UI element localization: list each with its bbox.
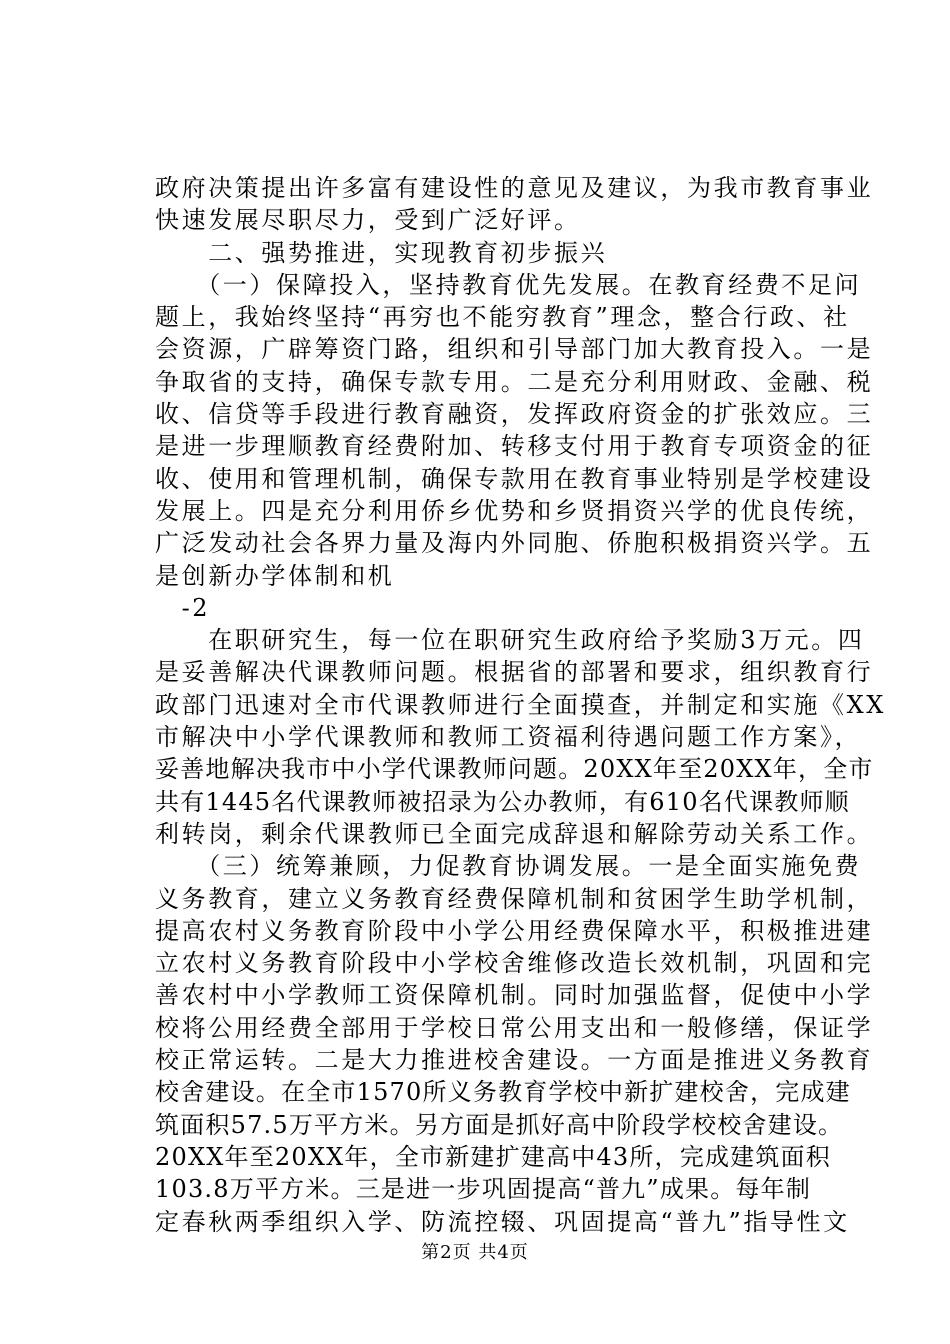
text-line: 收、使用和管理机制，确保专款用在教育事业特别是学校建设 bbox=[155, 464, 874, 493]
text-line: 政部门迅速对全市代课教师进行全面摸查，并制定和实施《XX bbox=[155, 690, 886, 719]
text-line: 103.8万平方米。三是进一步巩固提高“普九”成果。每年制 bbox=[155, 1175, 812, 1204]
text-line: 妥善地解决我市中小学代课教师问题。20XX年至20XX年，全市 bbox=[155, 755, 874, 784]
text-line: 校正常运转。二是大力推进校舍建设。一方面是推进义务教育 bbox=[155, 1046, 874, 1075]
text-line: 善农村中小学教师工资保障机制。同时加强监督，促使中小学 bbox=[155, 981, 874, 1010]
text-line: 收、信贷等手段进行教育融资，发挥政府资金的扩张效应。三 bbox=[155, 400, 874, 429]
text-line: 筑面积57.5万平方米。另方面是抓好高中阶段学校校舍建设。 bbox=[155, 1110, 844, 1139]
body-text bbox=[155, 172, 886, 1238]
subsection-heading-line: （三）统筹兼顾，力促教育协调发展。一是全面实施免费 bbox=[155, 852, 862, 881]
text-line: 校舍建设。在全市1570所义务教育学校中新扩建校舍，完成建 bbox=[155, 1078, 851, 1107]
text-line: 市解决中小学代课教师和教师工资福利待遇问题工作方案》， bbox=[155, 723, 862, 752]
text-line: 在职研究生，每一位在职研究生政府给予奖励3万元。四 bbox=[155, 626, 865, 655]
text-line: 共有1445名代课教师被招录为公办教师，有610名代课教师顺 bbox=[155, 787, 850, 816]
text-line: 快速发展尽职尽力，受到广泛好评。 bbox=[155, 206, 581, 235]
text-line: 定春秋两季组织入学、防流控辍、巩固提高“普九”指导性文 bbox=[155, 1207, 850, 1236]
text-line: 发展上。四是充分利用侨乡优势和乡贤捐资兴学的优良传统， bbox=[155, 496, 874, 525]
text-line: 立农村义务教育阶段中小学校舍维修改造长效机制，巩固和完 bbox=[155, 949, 874, 978]
text-line: 争取省的支持，确保专款专用。二是充分利用财政、金融、税 bbox=[155, 367, 874, 396]
section-heading: 二、强势推进，实现教育初步振兴 bbox=[155, 238, 608, 267]
text-line: 题上，我始终坚持“再穷也不能穷教育”理念，整合行政、社 bbox=[155, 303, 850, 332]
page-footer: 第2页 共4页 bbox=[421, 1242, 529, 1263]
page-marker: -2 bbox=[155, 593, 211, 622]
text-line: 广泛发动社会各界力量及海内外同胞、侨胞积极捐资兴学。五 bbox=[155, 529, 874, 558]
text-line: 会资源，广辟筹资门路，组织和引导部门加大教育投入。一是 bbox=[155, 335, 874, 364]
text-line: 是妥善解决代课教师问题。根据省的部署和要求，组织教育行 bbox=[155, 658, 874, 687]
text-line: 政府决策提出许多富有建设性的意见及建议，为我市教育事业 bbox=[155, 174, 874, 202]
text-line: 利转岗，剩余代课教师已全面完成辞退和解除劳动关系工作。 bbox=[155, 819, 874, 848]
text-line: 校将公用经费全部用于学校日常公用支出和一般修缮，保证学 bbox=[155, 1013, 874, 1042]
subsection-heading-line: （一）保障投入，坚持教育优先发展。在教育经费不足问 bbox=[155, 270, 862, 299]
text-line: 提高农村义务教育阶段中小学公用经费保障水平，积极推进建 bbox=[155, 916, 874, 945]
text-line: 是创新办学体制和机 bbox=[155, 561, 395, 590]
text-line: 20XX年至20XX年，全市新建扩建高中43所，完成建筑面积 bbox=[155, 1142, 831, 1171]
text-line: 义务教育，建立义务教育经费保障机制和贫困学生助学机制， bbox=[155, 884, 874, 913]
text-line: 是进一步理顺教育经费附加、转移支付用于教育专项资金的征 bbox=[155, 432, 874, 461]
